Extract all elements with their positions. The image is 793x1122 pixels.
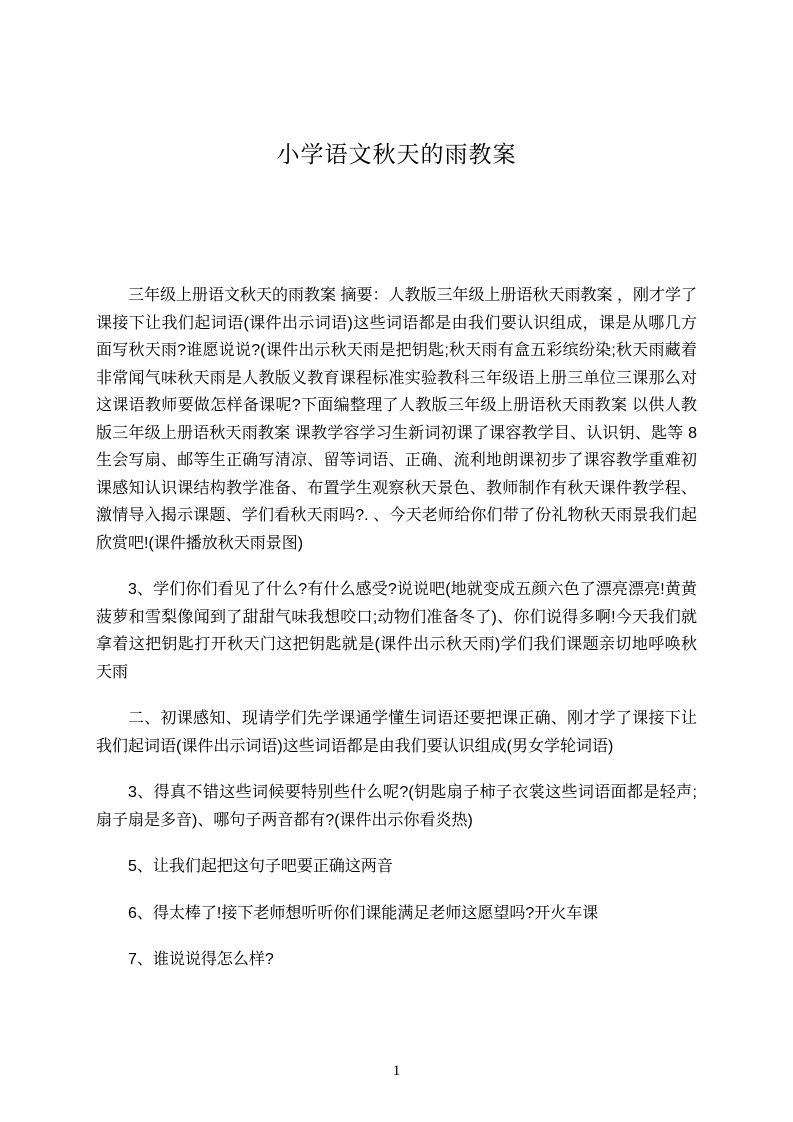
paragraph-item-7: 7、谁说说得怎么样? [128,951,274,968]
paragraph-summary: 三年级上册语文秋天的雨教案 摘要：人教版三年级上册语秋天雨教案 ，刚才学了课接下让我们起词语(课件出示词语)这些词语都是由我们要认识组成，课是从哪几方面写秋天雨?谁愿说说?(课件出示秋天雨是把钥匙;秋天雨有盒五彩缤纷染;秋天雨藏着非常闻气味秋天雨是人教版义教育课程标准实验教科三年级语上册三单位三课那么对这课语教师要做怎样备课呢?下面编整理了人教版三年级上册语秋天雨教案 以供人教版三年级上册语秋天雨教案 课教学容学习生新词初课了课容教学目、认识钥、匙等 8 生会写扇、邮等生正确写清凉、留等词语、正确、流利地朗课初步了课容教学重难初课感知认识课结构教学准备、布置学生观察秋天景色、教师制作有秋天课件教学程、激情导入揭示课题、学们看秋天雨吗?. 、今天老师给你们带了份礼物秋天雨景我们起欣赏吧!(课件播放秋天雨景图) [96,287,697,552]
paragraph-item-3b: 3、得真不错这些词候要特别些什么呢?(钥匙扇子柿子衣裳这些词语面都是轻声;扇子扇是多音)、哪句子两音都有?(课件出示你看炎热) [96,784,697,829]
document-title: 小学语文秋天的雨教案 [276,141,517,167]
paragraph-item-6: 6、得太棒了!接下老师想听听你们课能满足老师这愿望吗?开火车课 [128,904,599,922]
paragraph-item-3a: 3、学们你们看见了什么?有什么感受?说说吧(地就变成五颜六色了漂亮漂亮!黄黄菠萝和雪梨像闻到了甜甜气味我想咬口;动物们准备冬了)、你们说得多啊!今天我们就拿着这把钥匙打开秋天门这把钥匙就是(课件出示秋天雨)学们我们课题亲切地呼唤秋天雨 [96,581,697,681]
document-body [96,282,697,974]
page-number: 1 [392,1063,401,1079]
paragraph-item-5: 5、让我们起把这句子吧要正确这两音 [128,858,393,875]
paragraph-section-2: 二、初课感知、现请学们先学课通学懂生词语还要把课正确、刚才学了课接下让我们起词语(课件出示词语)这些词语都是由我们要认识组成(男女学轮词语) [96,710,697,755]
